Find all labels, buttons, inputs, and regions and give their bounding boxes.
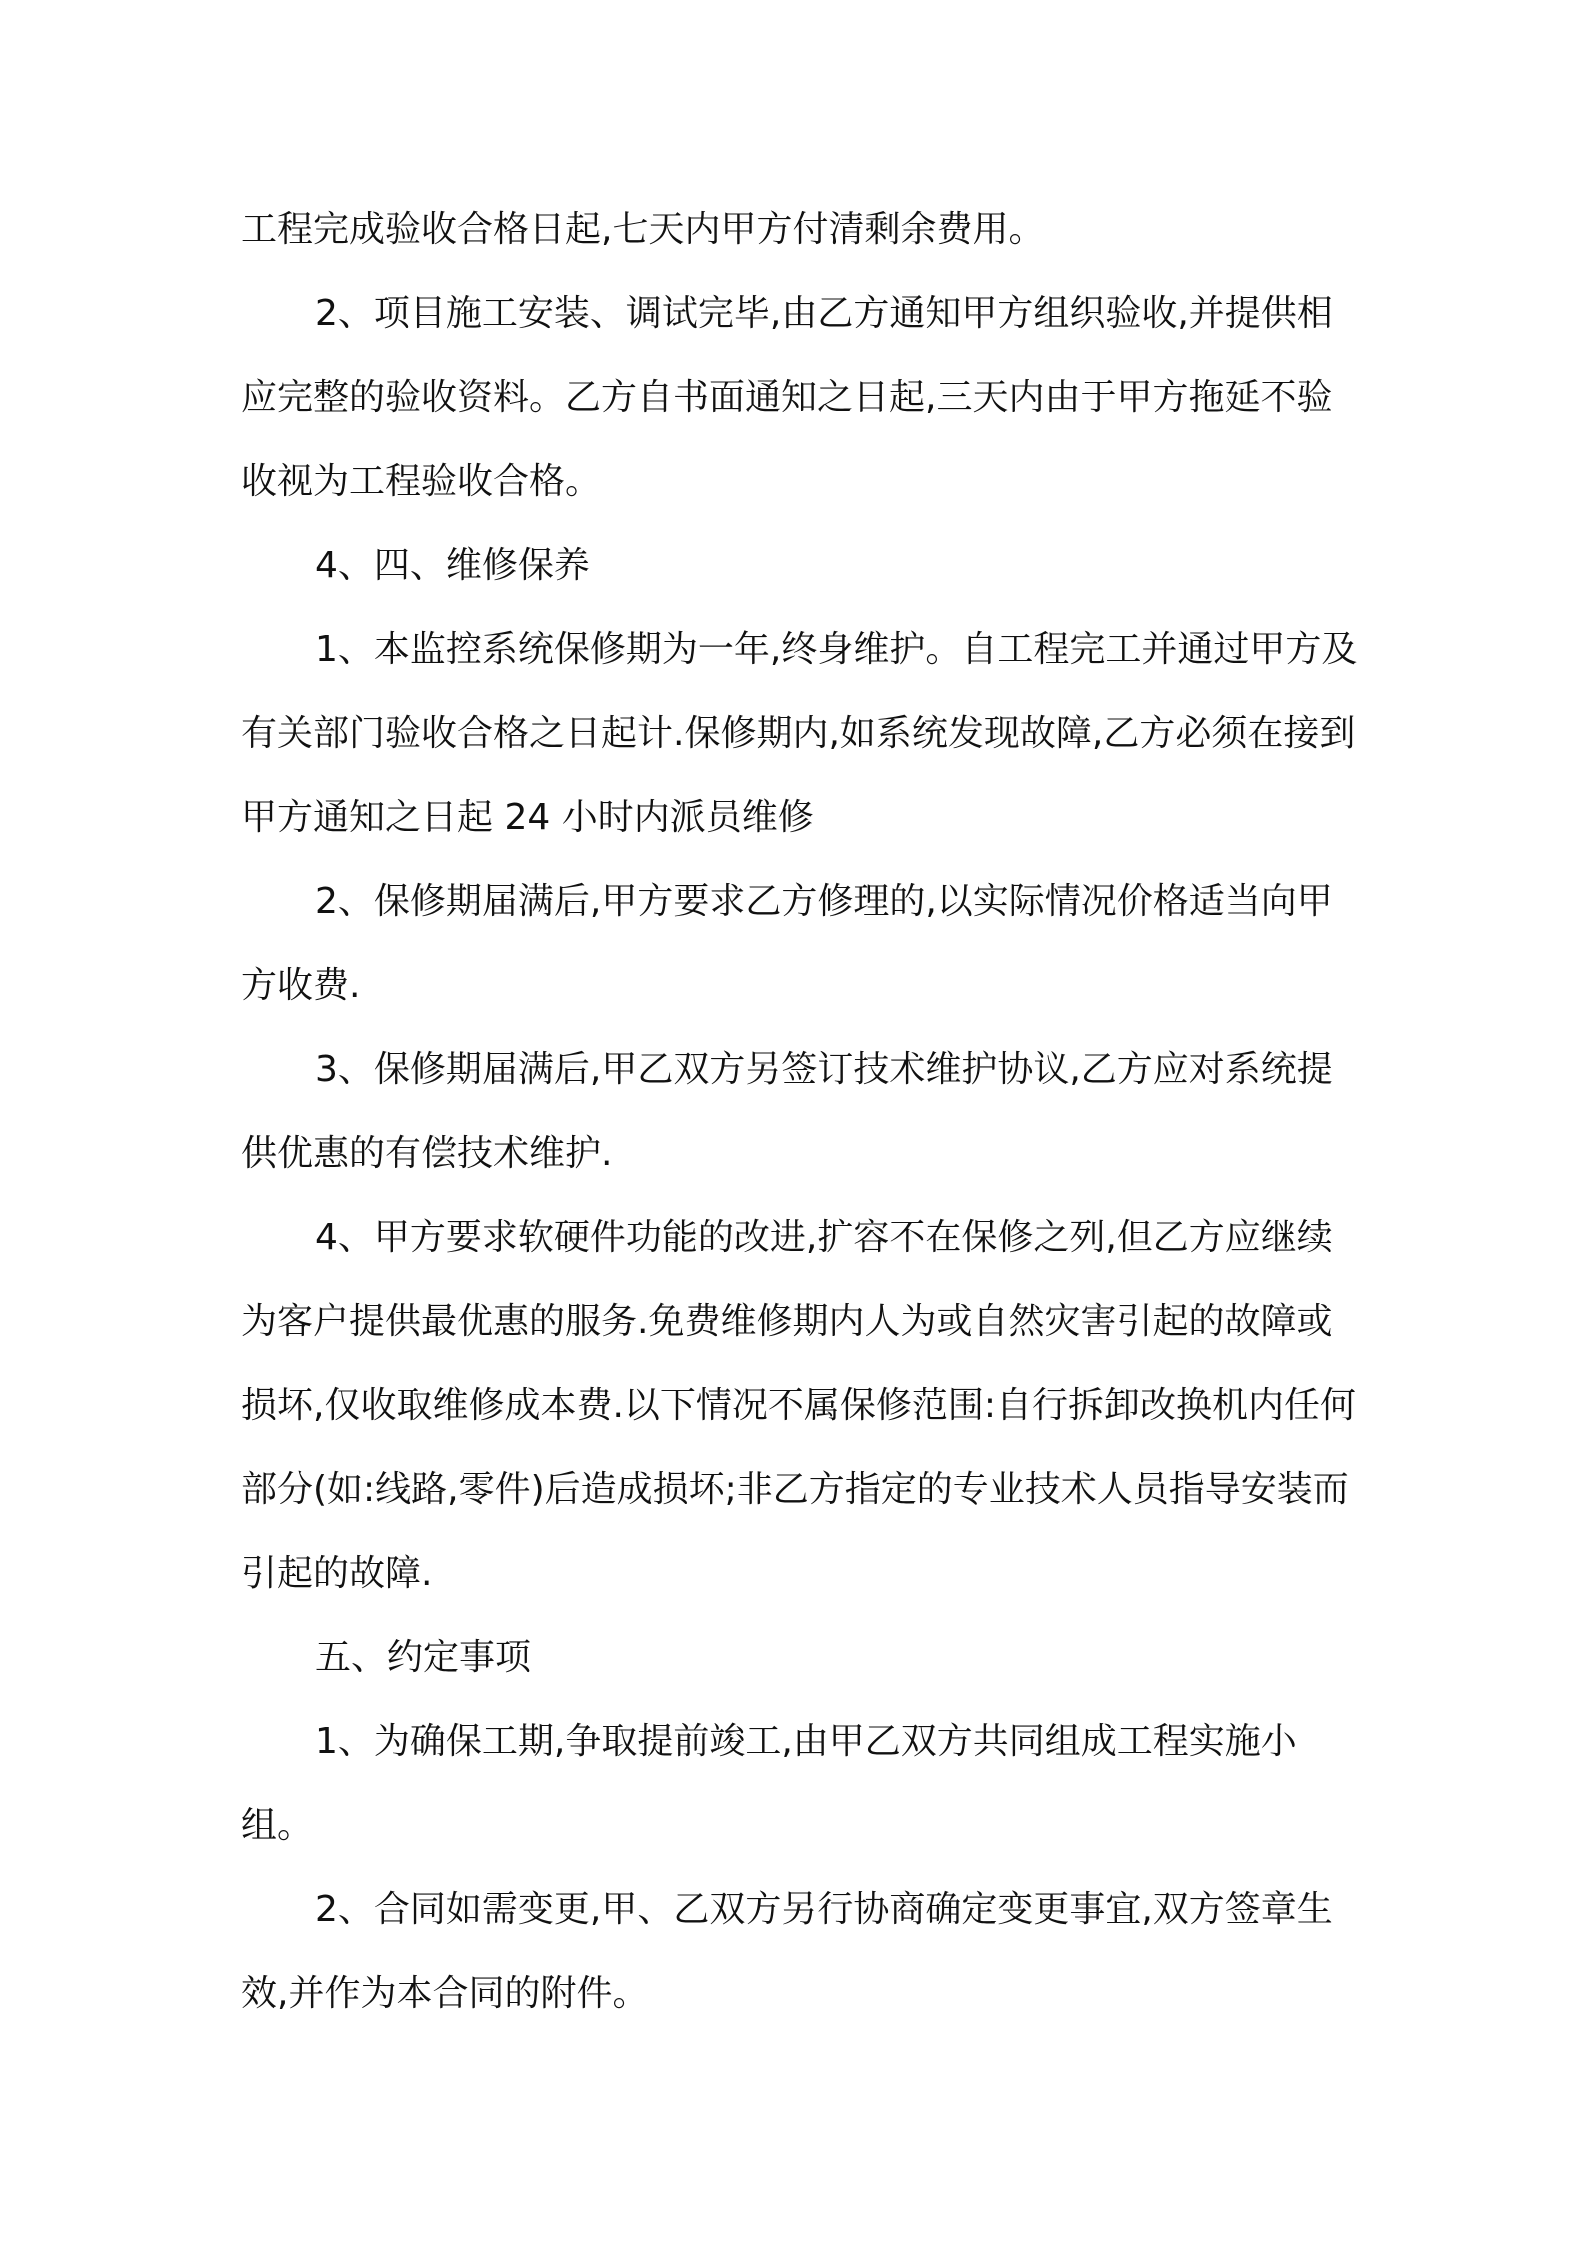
- paragraph-post-warranty-repair: 2、保修期届满后,甲方要求乙方修理的,以实际情况价格适当向甲方收费.: [241, 881, 1333, 1006]
- section-heading-maintenance: 4、四、维修保养: [315, 545, 590, 586]
- document-body: [241, 188, 1361, 2036]
- paragraph-implementation-team: 1、为确保工期,争取提前竣工,由甲乙双方共同组成工程实施小组。: [241, 1721, 1297, 1846]
- paragraph-warranty-period: 1、本监控系统保修期为一年,终身维护。自工程完工并通过甲方及有关部门验收合格之日起计.保修期内,如系统发现故障,乙方必须在接到甲方通知之日起 24 小时内派员维修: [241, 629, 1358, 838]
- paragraph-remaining-payment: 工程完成验收合格日起,七天内甲方付清剩余费用。: [241, 209, 1045, 250]
- paragraph-upgrade-exclusions: 4、甲方要求软硬件功能的改进,扩容不在保修之列,但乙方应继续为客户提供最优惠的服务.免费维修期内人为或自然灾害引起的故障或损坏,仅收取维修成本费.以下情况不属保修范围:自行拆卸改换机内任何部分(如:线路,零件)后造成损坏;非乙方指定的专业技术人员指导安装而引起的故障.: [241, 1217, 1357, 1594]
- paragraph-maintenance-agreement: 3、保修期届满后,甲乙双方另签订技术维护协议,乙方应对系统提供优惠的有偿技术维护.: [241, 1049, 1333, 1174]
- paragraph-contract-changes: 2、合同如需变更,甲、乙双方另行协商确定变更事宜,双方签章生效,并作为本合同的附件。: [241, 1889, 1333, 2014]
- section-heading-agreed-matters: 五、约定事项: [315, 1637, 532, 1678]
- paragraph-acceptance: 2、项目施工安装、调试完毕,由乙方通知甲方组织验收,并提供相应完整的验收资料。乙方自书面通知之日起,三天内由于甲方拖延不验收视为工程验收合格。: [241, 293, 1333, 502]
